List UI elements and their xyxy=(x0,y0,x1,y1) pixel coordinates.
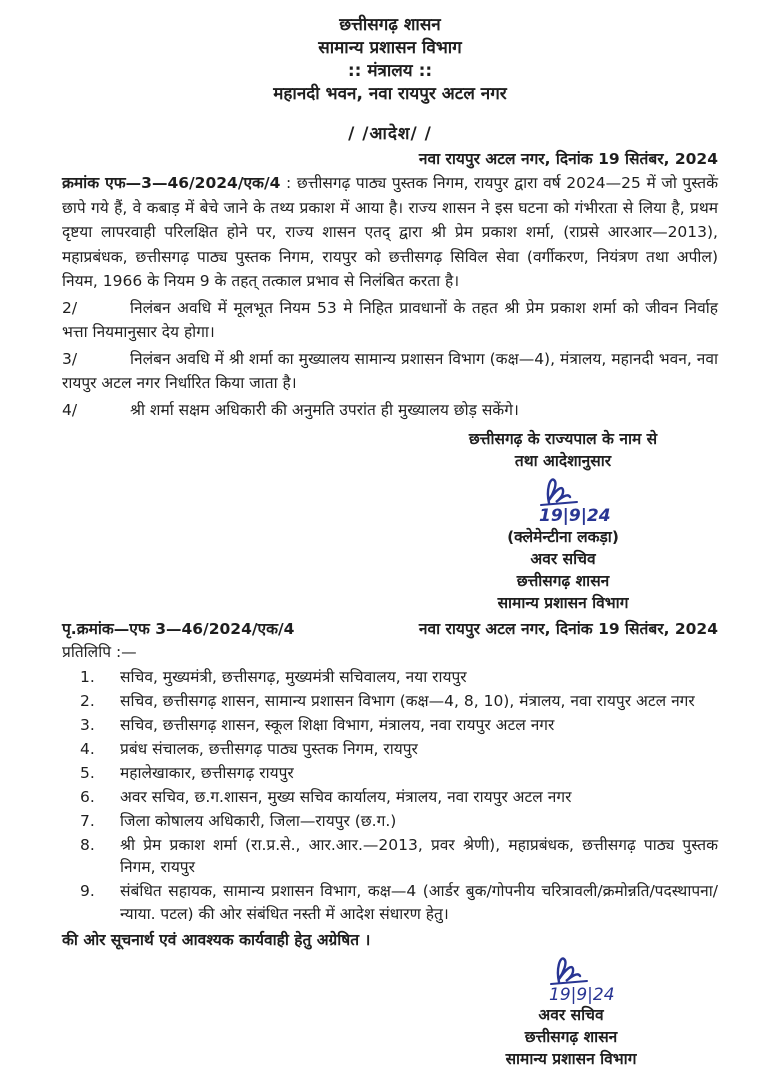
footer-signature-block xyxy=(446,954,696,1070)
signatory-name: (क्लेमेन्टीना लकड़ा) xyxy=(507,528,619,546)
reference-separator: : xyxy=(280,174,297,192)
list-item-text: सचिव, छत्तीसगढ़ शासन, स्कूल शिक्षा विभाग, मंत्रालय, नवा रायपुर अटल नगर xyxy=(120,715,555,734)
letterhead xyxy=(62,14,718,106)
list-item xyxy=(62,714,718,737)
order-clause-3 xyxy=(62,347,718,396)
copy-to-label: प्रतिलिपि :— xyxy=(62,643,137,661)
letterhead-ministry: :: मंत्रालय :: xyxy=(347,61,433,81)
list-item xyxy=(62,786,718,809)
list-item-number: 1. xyxy=(80,667,95,686)
handwritten-signature-icon xyxy=(523,954,619,1004)
list-item-text: सचिव, मुख्यमंत्री, छत्तीसगढ़, मुख्यमंत्री सचिवालय, नया रायपुर xyxy=(120,667,467,686)
signatory-designation: अवर सचिव xyxy=(530,550,596,568)
list-item-number: 4. xyxy=(80,739,95,758)
handwritten-signature-icon xyxy=(515,474,611,526)
authority-line-by-order: तथा आदेशानुसार xyxy=(514,452,612,470)
letterhead-address: महानदी भवन, नवा रायपुर अटल नगर xyxy=(273,84,507,104)
letterhead-government: छत्तीसगढ़ शासन xyxy=(339,15,441,35)
footer-signatory-org-line1: छत्तीसगढ़ शासन xyxy=(524,1028,618,1046)
signature-date-text: 19|9|24 xyxy=(549,985,615,1004)
list-item-text: संबंधित सहायक, सामान्य प्रशासन विभाग, कक्ष—4 (आर्डर बुक/गोपनीय चरित्रावली/क्रमोन्नति/पदस्थापना/न्याया. पटल) की ओर संबंधित नस्ती में आदेश संधारण हेतु। xyxy=(120,882,718,923)
order-main-paragraph xyxy=(62,171,718,294)
list-item-text: अवर सचिव, छ.ग.शासन, मुख्य सचिव कार्यालय, मंत्रालय, नवा रायपुर अटल नगर xyxy=(120,787,572,806)
list-item-text: जिला कोषालय अधिकारी, जिला—रायपुर (छ.ग.) xyxy=(120,811,397,830)
list-item xyxy=(62,738,718,761)
list-item-number: 7. xyxy=(80,811,95,830)
clause-3-text: निलंबन अवधि में श्री शर्मा का मुख्यालय सामान्य प्रशासन विभाग (कक्ष—4), मंत्रालय, महानदी भवन, नवा रायपुर अटल नगर निर्धारित किया जाता है। xyxy=(62,349,718,392)
list-item-number: 6. xyxy=(80,787,95,806)
signatory-block xyxy=(408,526,718,614)
list-item-text: प्रबंध संचालक, छत्तीसगढ़ पाठ्य पुस्तक निगम, रायपुर xyxy=(120,739,418,758)
clause-4-text: श्री शर्मा सक्षम अधिकारी की अनुमति उपरांत ही मुख्यालय छोड़ सकेंगे। xyxy=(130,400,519,419)
list-item xyxy=(62,810,718,833)
list-item xyxy=(62,690,718,713)
list-item-number: 8. xyxy=(80,835,95,854)
list-item xyxy=(62,834,718,879)
order-clause-2 xyxy=(62,296,718,345)
endorsement-reference-number: पृ.क्रमांक—एफ 3—46/2024/एक/4 xyxy=(62,620,295,638)
signature-date-text: 19|9|24 xyxy=(539,506,611,526)
list-item-text: श्री प्रेम प्रकाश शर्मा (रा.प्र.से., आर.आर.—2013, प्रवर श्रेणी), महाप्रबंधक, छत्तीसगढ़ पाठ्य पुस्तक निगम, रायपुर xyxy=(120,835,718,876)
closing-forwarding-line: की ओर सूचनार्थ एवं आवश्यक कार्यवाही हेतु अग्रेषित । xyxy=(62,931,371,949)
list-item-number: 9. xyxy=(80,882,95,900)
order-reference-number: क्रमांक एफ—3—46/2024/एक/4 xyxy=(62,174,281,192)
endorsement-row xyxy=(62,617,718,639)
order-main-text: छत्तीसगढ़ पाठ्य पुस्तक निगम, रायपुर द्वारा वर्ष 2024—25 में जो पुस्तकें छापे गये हैं, वे कबाड़ में बेचे जाने के तथ्य प्रकाश में आया है। राज्य शासन ने इस घटना को गंभीरता से लिया है, प्रथम दृष्टया लापरवाही परिलक्षित होने पर, राज्य शासन एतद् द्वारा श्री प्रेम प्रकाश शर्मा, (राप्रसे आरआर—2013), महाप्रबंधक, छत्तीसगढ़ पाठ्य पुस्तक निगम, रायपुर को छत्तीसगढ़ सिविल सेवा (वर्गीकरण, नियंत्रण तथा अपील) नियम, 1966 के नियम 9 के तहत् तत्काल प्रभाव से निलंबित करता है। xyxy=(62,174,719,290)
authority-block xyxy=(408,428,718,614)
footer-signatory-designation: अवर सचिव xyxy=(538,1006,604,1024)
list-item xyxy=(62,880,718,925)
clause-2-text: निलंबन अवधि में मूलभूत नियम 53 मे निहित प्रावधानों के तहत श्री प्रेम प्रकाश शर्मा को जीवन निर्वाह भत्ता नियमानुसार देय होगा। xyxy=(62,298,718,341)
order-dateline: नवा रायपुर अटल नगर, दिनांक 19 सितंबर, 2024 xyxy=(418,150,718,168)
clause-4-number: 4/ xyxy=(62,400,78,419)
list-item xyxy=(62,666,718,689)
footer-signatory-block xyxy=(446,1004,696,1070)
list-item-text: महालेखाकार, छत्तीसगढ़ रायपुर xyxy=(120,763,294,782)
list-item-number: 3. xyxy=(80,715,95,734)
footer-signatory-org-line2: सामान्य प्रशासन विभाग xyxy=(505,1050,637,1068)
clause-3-number: 3/ xyxy=(62,349,78,368)
authority-line-governor: छत्तीसगढ़ के राज्यपाल के नाम से xyxy=(468,430,658,448)
list-item-text: सचिव, छत्तीसगढ़ शासन, सामान्य प्रशासन विभाग (कक्ष—4, 8, 10), मंत्रालय, नवा रायपुर अटल नगर xyxy=(120,691,695,710)
endorsement-dateline: नवा रायपुर अटल नगर, दिनांक 19 सितंबर, 2024 xyxy=(418,620,718,638)
list-item-number: 2. xyxy=(80,691,95,710)
list-item-number: 5. xyxy=(80,763,95,782)
order-title: / /आदेश/ / xyxy=(348,124,432,144)
order-clause-4 xyxy=(62,398,718,423)
signatory-org-line1: छत्तीसगढ़ शासन xyxy=(516,572,610,590)
signatory-org-line2: सामान्य प्रशासन विभाग xyxy=(497,594,629,612)
letterhead-department: सामान्य प्रशासन विभाग xyxy=(318,38,462,58)
list-item xyxy=(62,762,718,785)
copy-distribution-list xyxy=(62,666,718,926)
clause-2-number: 2/ xyxy=(62,298,78,317)
